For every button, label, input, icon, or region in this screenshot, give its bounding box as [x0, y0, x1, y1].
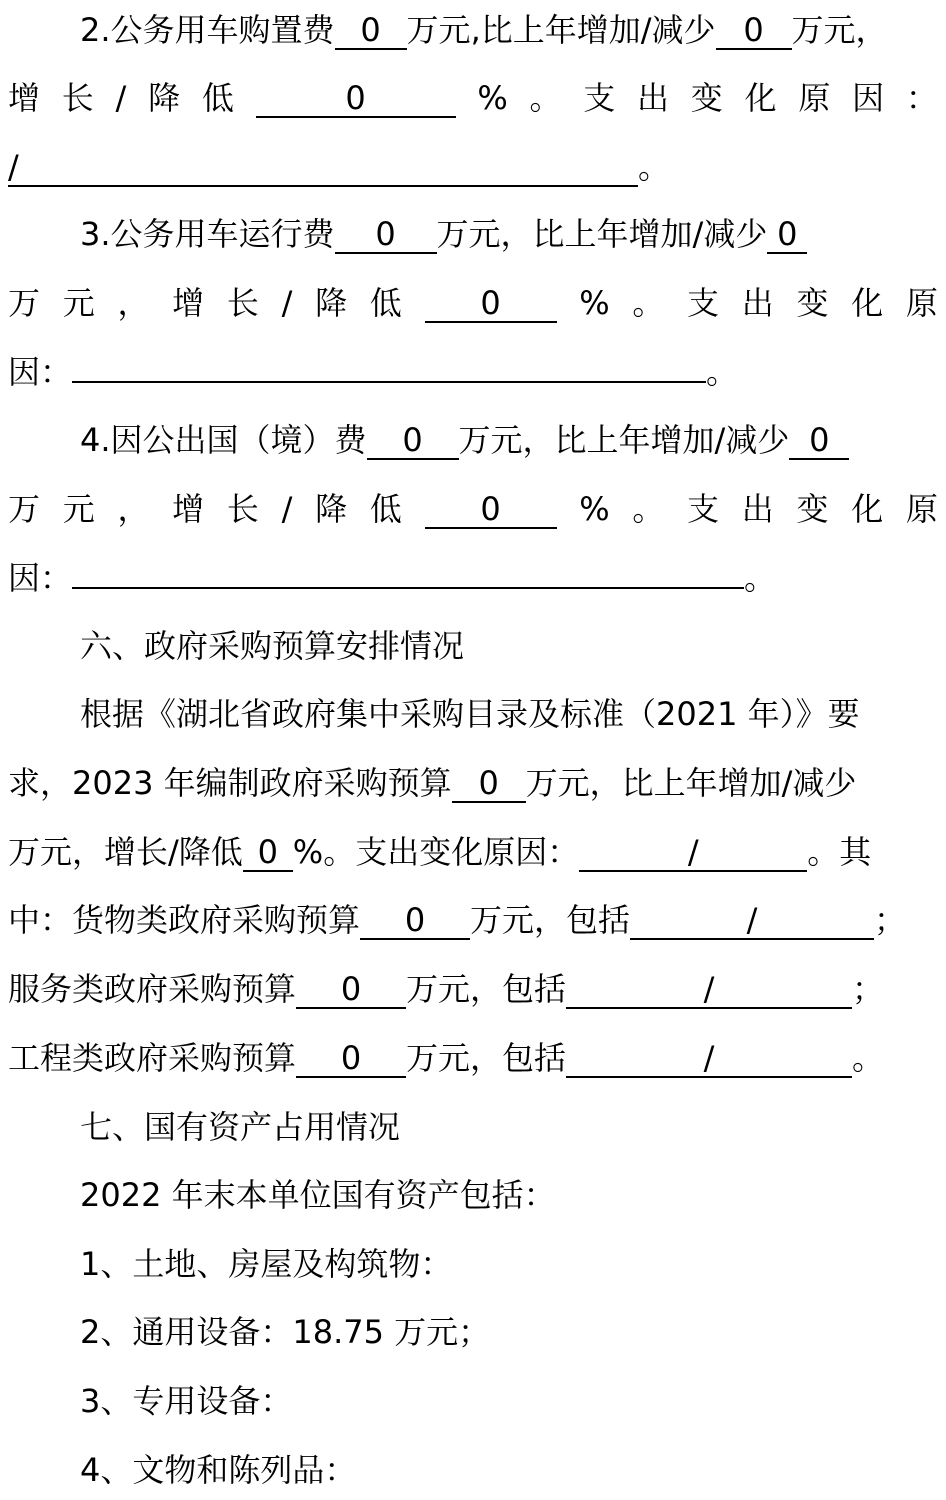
text-char: ，: [117, 284, 150, 322]
paragraph-text: 求，2023 年编制政府采购预算: [8, 764, 452, 802]
line-growth-overseas-travel: [8, 479, 938, 539]
services-procurement-items: /: [566, 971, 852, 1009]
paragraph-text: 万元，包括: [406, 970, 567, 1008]
works-procurement-amount: 0: [296, 1040, 406, 1078]
text-char: 增: [172, 490, 205, 528]
text-char: 低: [369, 284, 402, 322]
text-char: 长: [61, 79, 94, 117]
text-char: 支: [687, 490, 720, 528]
paragraph-text: 万元，增长/降低: [8, 833, 243, 871]
paragraph-text: 万元，包括: [406, 1039, 567, 1077]
paragraph-text: 工程类政府采购预算: [8, 1039, 297, 1077]
line-procurement-basis: [80, 684, 938, 744]
line-overseas-travel: [80, 410, 938, 470]
overseas-travel-change: 0: [789, 422, 849, 460]
paragraph-text: 中：货物类政府采购预算: [8, 901, 361, 939]
text-char: 化: [851, 490, 884, 528]
line-reason-vehicle-operation: [8, 342, 938, 402]
compare-label: 万元，比上年增加/减少: [436, 215, 768, 253]
vehicle-operation-change: 0: [767, 216, 807, 254]
text-char: 出: [741, 284, 774, 322]
paragraph-text: %。支出变化原因：: [292, 833, 580, 871]
section-heading-assets: [80, 1097, 938, 1157]
works-procurement-items: /: [566, 1040, 852, 1078]
heading-text: 七、国有资产占用情况: [80, 1108, 401, 1146]
line-goods-procurement: [8, 890, 938, 950]
text-char: 变: [690, 79, 723, 117]
reason-value: [72, 551, 744, 589]
text-char: 降: [315, 284, 348, 322]
list-item-special-equipment: [80, 1371, 938, 1431]
vehicle-operation-amount: 0: [335, 216, 437, 254]
goods-procurement-amount: 0: [360, 902, 470, 940]
paragraph-text: 万元，比上年增加/减少: [525, 764, 857, 802]
unit-wanyuan: 万元，: [791, 11, 888, 49]
list-item-cultural-relics: [80, 1440, 938, 1500]
vehicle-purchase-amount: 0: [335, 12, 407, 50]
text-char: 支: [687, 284, 720, 322]
paragraph-text: 万元，包括: [470, 901, 631, 939]
paragraph-text: 服务类政府采购预算: [8, 970, 297, 1008]
services-procurement-amount: 0: [296, 971, 406, 1009]
reason-value: [72, 345, 706, 383]
growth-rate-value: 0: [256, 80, 456, 118]
text-char: 。: [529, 79, 562, 117]
overseas-travel-amount: 0: [367, 422, 459, 460]
text-char: 化: [851, 284, 884, 322]
paragraph-text: 2022 年末本单位国有资产包括：: [80, 1176, 556, 1214]
text-char: 增: [8, 79, 41, 117]
section-heading-procurement: [80, 616, 938, 676]
text-char: 万: [8, 284, 41, 322]
text-char: 因: [852, 79, 885, 117]
list-item-text: 4、文物和陈列品：: [80, 1451, 357, 1489]
vehicle-purchase-label: 2.公务用车购置费: [80, 11, 335, 49]
text-char: 支: [583, 79, 616, 117]
list-item-land-buildings: [80, 1234, 938, 1294]
text-char: 变: [796, 490, 829, 528]
goods-procurement-items: /: [630, 902, 874, 940]
line-growth-vehicle-purchase: [8, 68, 938, 128]
text-char: 元: [62, 284, 95, 322]
text-char: 降: [148, 79, 181, 117]
line-vehicle-operation: [80, 204, 938, 264]
text-char: 增: [172, 284, 205, 322]
text-char: 变: [796, 284, 829, 322]
overseas-travel-label: 4.因公出国（境）费: [80, 421, 367, 459]
percent-sign: %: [579, 490, 610, 528]
text-char: 化: [744, 79, 777, 117]
line-growth-vehicle-operation: [8, 273, 938, 333]
paragraph-text: 根据《湖北省政府集中采购目录及标准（2021 年）》要: [80, 695, 860, 733]
vehicle-operation-label: 3.公务用车运行费: [80, 215, 335, 253]
line-procurement-growth: [8, 822, 938, 882]
text-char: 。: [632, 490, 665, 528]
text-char: /: [115, 79, 127, 117]
line-works-procurement: [8, 1028, 938, 1088]
period: 。: [638, 148, 671, 186]
paragraph-text: ；: [874, 901, 907, 939]
reason-value: /: [579, 834, 807, 872]
line-reason-overseas-travel: [8, 548, 938, 608]
line-reason-vehicle-purchase: [8, 137, 938, 197]
text-char: 低: [201, 79, 234, 117]
vehicle-purchase-change: 0: [716, 12, 792, 50]
text-char: 低: [369, 490, 402, 528]
list-item-text: 3、专用设备：: [80, 1382, 293, 1420]
period: 。: [744, 559, 777, 597]
list-item-general-equipment: [80, 1302, 938, 1362]
reason-label: 因：: [8, 353, 73, 391]
compare-label: 万元，比上年增加/减少: [458, 421, 790, 459]
text-char: 出: [741, 490, 774, 528]
percent-sign: %: [579, 284, 610, 322]
growth-rate-value: 0: [425, 491, 557, 529]
unit-wanyuan: 万元: [406, 11, 471, 49]
text-char: 出: [637, 79, 670, 117]
percent-sign: %: [477, 79, 508, 117]
text-char: 。: [632, 284, 665, 322]
procurement-growth-rate: 0: [243, 834, 293, 872]
procurement-budget-amount: 0: [452, 765, 526, 803]
text-char: 长: [226, 490, 259, 528]
text-char: 降: [315, 490, 348, 528]
text-char: 原: [905, 284, 938, 322]
list-item-text: 1、土地、房屋及构筑物：: [80, 1245, 453, 1283]
growth-rate-value: 0: [425, 285, 557, 323]
line-assets-intro: [80, 1165, 938, 1225]
line-vehicle-purchase: [80, 0, 938, 60]
text-char: /: [281, 284, 293, 322]
line-services-procurement: [8, 959, 938, 1019]
text-char: 原: [798, 79, 831, 117]
list-item-text: 2、通用设备：18.75 万元；: [80, 1313, 491, 1351]
reason-label: 因：: [8, 559, 73, 597]
paragraph-text: ；: [852, 970, 885, 1008]
paragraph-text: 。其: [807, 833, 872, 871]
text-char: 元: [62, 490, 95, 528]
text-char: 长: [226, 284, 259, 322]
period: 。: [706, 353, 739, 391]
reason-value: /: [8, 149, 638, 187]
compare-label: ,比上年增加/减少: [470, 11, 716, 49]
heading-text: 六、政府采购预算安排情况: [80, 627, 465, 665]
text-char: 万: [8, 490, 41, 528]
text-char: ，: [117, 490, 150, 528]
text-char: /: [281, 490, 293, 528]
text-char: ：: [905, 79, 938, 117]
paragraph-text: 。: [852, 1039, 885, 1077]
line-procurement-budget: [8, 753, 938, 813]
text-char: 原: [905, 490, 938, 528]
